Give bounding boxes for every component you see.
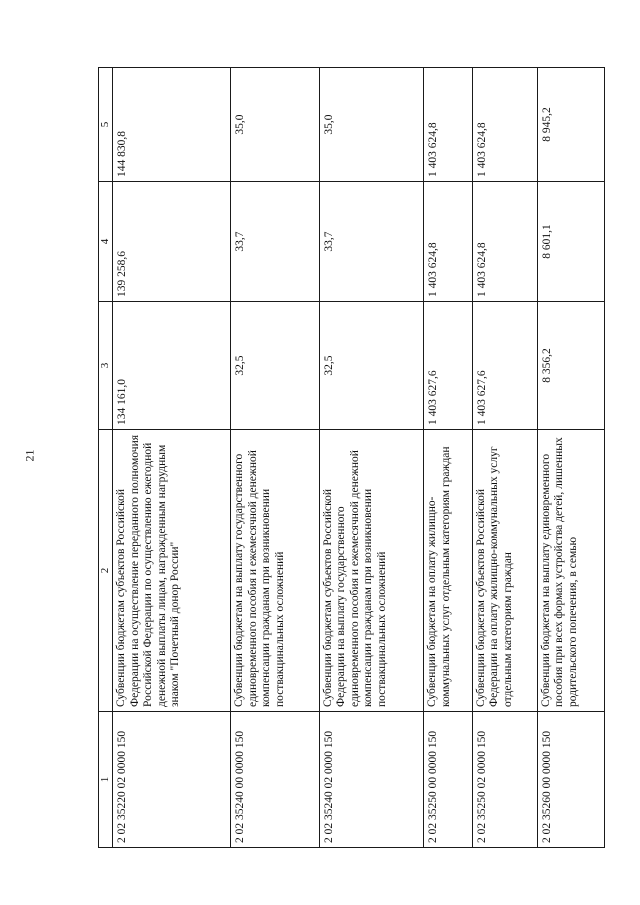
row-value-5: 35,0 bbox=[231, 68, 319, 182]
row-value-4: 8 601,1 bbox=[537, 182, 604, 302]
row-value-3: 1 403 627,6 bbox=[472, 302, 537, 430]
row-description: Субвенции бюджетам на выплату единовременного пособия при всех формах устройства детей, лишенных родительского попечения, в семью bbox=[537, 430, 604, 712]
header-col-1: 1 bbox=[99, 712, 113, 848]
row-description: Субвенции бюджетам на выплату государственного единовременного пособия и ежемесячной денежной компенсации гражданам при возникновении поствакцинальных осложнений bbox=[231, 430, 319, 712]
header-col-5: 5 bbox=[99, 68, 113, 182]
table-row bbox=[537, 68, 604, 848]
row-value-5: 144 830,8 bbox=[112, 68, 230, 182]
rotated-table-wrapper bbox=[98, 68, 605, 848]
row-value-5: 1 403 624,8 bbox=[423, 68, 472, 182]
row-code: 2 02 35220 02 0000 150 bbox=[112, 712, 230, 848]
row-code: 2 02 35260 00 0000 150 bbox=[537, 712, 604, 848]
row-code: 2 02 35250 00 0000 150 bbox=[423, 712, 472, 848]
row-code: 2 02 35240 00 0000 150 bbox=[231, 712, 319, 848]
row-value-4: 33,7 bbox=[319, 182, 423, 302]
row-description: Субвенции бюджетам субъектов Российской Федерации на осуществление переданного полномочия Российской Федерации по осуществлению ежегодной денежной выплаты лицам, награжденным нагрудным знаком "Почетный донор России" bbox=[112, 430, 230, 712]
row-description: Субвенции бюджетам субъектов Российской Федерации на оплату жилищно-коммунальных услуг отдельным категориям граждан bbox=[472, 430, 537, 712]
header-col-2: 2 bbox=[99, 430, 113, 712]
table-row bbox=[112, 68, 230, 848]
row-code: 2 02 35250 02 0000 150 bbox=[472, 712, 537, 848]
budget-table bbox=[98, 67, 605, 848]
row-value-4: 139 258,6 bbox=[112, 182, 230, 302]
row-value-4: 1 403 624,8 bbox=[423, 182, 472, 302]
row-description: Субвенции бюджетам на оплату жилищно-коммунальных услуг отдельным категориям граждан bbox=[423, 430, 472, 712]
table-row bbox=[472, 68, 537, 848]
table-row bbox=[231, 68, 319, 848]
table-row bbox=[319, 68, 423, 848]
row-value-3: 134 161,0 bbox=[112, 302, 230, 430]
row-code: 2 02 35240 02 0000 150 bbox=[319, 712, 423, 848]
header-col-3: 3 bbox=[99, 302, 113, 430]
row-value-3: 8 356,2 bbox=[537, 302, 604, 430]
row-value-5: 1 403 624,8 bbox=[472, 68, 537, 182]
row-value-3: 1 403 627,6 bbox=[423, 302, 472, 430]
header-col-4: 4 bbox=[99, 182, 113, 302]
row-value-3: 32,5 bbox=[319, 302, 423, 430]
header-row bbox=[99, 68, 113, 848]
row-value-3: 32,5 bbox=[231, 302, 319, 430]
row-value-4: 33,7 bbox=[231, 182, 319, 302]
row-description: Субвенции бюджетам субъектов Российской Федерации на выплату государственного единовременного пособия и ежемесячной денежной компенсации гражданам при возникновении поствакцинальных осложнений bbox=[319, 430, 423, 712]
row-value-5: 8 945,2 bbox=[537, 68, 604, 182]
row-value-5: 35,0 bbox=[319, 68, 423, 182]
table-row bbox=[423, 68, 472, 848]
row-value-4: 1 403 624,8 bbox=[472, 182, 537, 302]
page-number: 21 bbox=[22, 449, 37, 462]
